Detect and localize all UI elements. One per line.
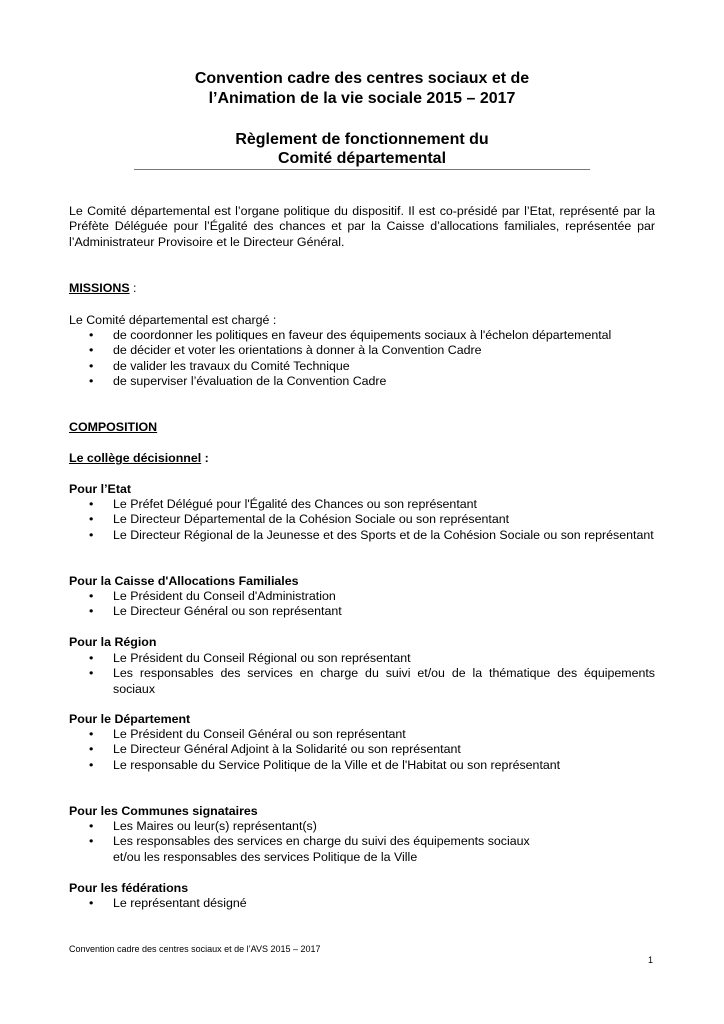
bullet: • <box>89 742 94 757</box>
list-item <box>69 742 655 757</box>
group-title-region: Pour la Région <box>69 635 157 649</box>
document-subtitle-line-1: Règlement de fonctionnement du <box>235 131 489 148</box>
list-item-text: Le représentant désigné <box>113 896 247 910</box>
group-list-etat <box>69 497 655 543</box>
list-item-text: Les responsables des services en charge du suivi des équipements sociaux <box>113 834 530 849</box>
bullet: • <box>89 358 94 373</box>
missions-heading: MISSIONS <box>69 281 130 295</box>
missions-heading-suffix: : <box>129 281 137 295</box>
list-item-text: de décider et voter les orientations à donner à la Convention Cadre <box>113 343 482 358</box>
list-item <box>69 512 655 527</box>
list-item-text: de coordonner les politiques en faveur des équipements sociaux à l'échelon départemental <box>113 328 612 342</box>
bullet: • <box>89 497 94 511</box>
bullet: • <box>89 374 94 389</box>
list-item-text: de superviser l’évaluation de la Convention Cadre <box>113 374 387 389</box>
list-item-text: Le Président du Conseil d'Administration <box>113 589 336 603</box>
list-item-text: Le Directeur Général ou son représentant <box>113 604 342 619</box>
list-item <box>69 850 655 865</box>
list-item <box>69 589 655 604</box>
page-footer: Convention cadre des centres sociaux et de l’AVS 2015 – 2017 <box>69 944 321 954</box>
list-item <box>69 343 655 358</box>
bullet: • <box>89 819 94 833</box>
group-list-communes <box>69 819 655 865</box>
bullet: • <box>89 651 94 665</box>
list-item-text: Le Président du Conseil Régional ou son représentant <box>113 651 411 665</box>
document-title-line-1: Convention cadre des centres sociaux et de <box>194 70 530 87</box>
list-item-text: et/ou les responsables des services Politique de la Ville <box>113 849 418 864</box>
list-item <box>69 896 655 911</box>
list-item-text: Le Directeur Régional de la Jeunesse et des Sports et de la Cohésion Sociale ou son représentant <box>113 527 654 542</box>
list-item <box>69 727 655 742</box>
list-item-text: de valider les travaux du Comité Technique <box>113 358 350 373</box>
intro-paragraph: Le Comité départemental est l’organe politique du dispositif. Il est co-présidé par l’Etat, représenté par la Préfète Déléguée pour l’Égalité des chances et par la Caisse d’allocations familiales, représentée par l’Administrateur Provisoire et le Directeur Général. <box>69 204 655 249</box>
list-item <box>69 374 655 389</box>
group-title-communes: Pour les Communes signataires <box>69 804 258 818</box>
list-item-text: Le Président du Conseil Général ou son représentant <box>113 727 406 741</box>
list-item-text: Le Préfet Délégué pour l'Égalité des Chances ou son représentant <box>113 497 477 511</box>
group-title-etat: Pour l’Etat <box>69 482 131 496</box>
list-item <box>69 359 655 374</box>
list-item <box>69 497 655 512</box>
list-item <box>69 819 655 834</box>
list-item-text: Le Directeur Général Adjoint à la Solidarité ou son représentant <box>113 742 461 757</box>
bullet: • <box>89 666 94 681</box>
bullet: • <box>89 757 94 772</box>
group-title-departement: Pour le Département <box>69 712 191 726</box>
group-title-federations: Pour les fédérations <box>69 881 189 895</box>
list-item <box>69 604 655 619</box>
list-item <box>69 666 655 697</box>
missions-list <box>69 328 655 390</box>
list-item <box>69 834 655 849</box>
group-list-departement <box>69 727 655 773</box>
list-item-text: Le Directeur Départemental de la Cohésion Sociale ou son représentant <box>113 512 510 527</box>
composition-heading: COMPOSITION <box>69 420 158 434</box>
group-list-federations <box>69 896 655 911</box>
list-item-text: Le responsable du Service Politique de la Ville et de l'Habitat ou son représentant <box>113 757 561 772</box>
bullet: • <box>89 328 94 342</box>
list-item-text: Les Maires ou leur(s) représentant(s) <box>113 819 317 833</box>
bullet: • <box>89 896 94 910</box>
title-divider <box>134 169 590 170</box>
college-heading-suffix: : <box>201 451 209 465</box>
bullet: • <box>89 604 94 619</box>
bullet: • <box>89 727 94 741</box>
list-item-text: Les responsables des services en charge du suivi et/ou de la thématique des équipements sociaux <box>113 666 655 696</box>
bullet: • <box>89 343 94 358</box>
missions-heading-line <box>69 281 136 296</box>
college-heading-line <box>69 451 209 466</box>
bullet: • <box>89 589 94 603</box>
group-list-caf <box>69 589 655 620</box>
list-item <box>69 758 655 773</box>
group-title-caf: Pour la Caisse d'Allocations Familiales <box>69 574 299 588</box>
list-item <box>69 528 655 543</box>
bullet: • <box>89 512 94 527</box>
list-item <box>69 651 655 666</box>
list-item <box>69 328 655 343</box>
bullet: • <box>89 834 94 849</box>
missions-lead: Le Comité départemental est chargé : <box>69 313 277 327</box>
document-subtitle-line-2: Comité départemental <box>277 150 447 167</box>
bullet: • <box>89 527 94 542</box>
college-heading: Le collège décisionnel <box>69 451 202 465</box>
group-list-region <box>69 651 655 697</box>
page-number: 1 <box>648 955 654 965</box>
document-title-line-2: l’Animation de la vie sociale 2015 – 2017 <box>208 90 516 107</box>
